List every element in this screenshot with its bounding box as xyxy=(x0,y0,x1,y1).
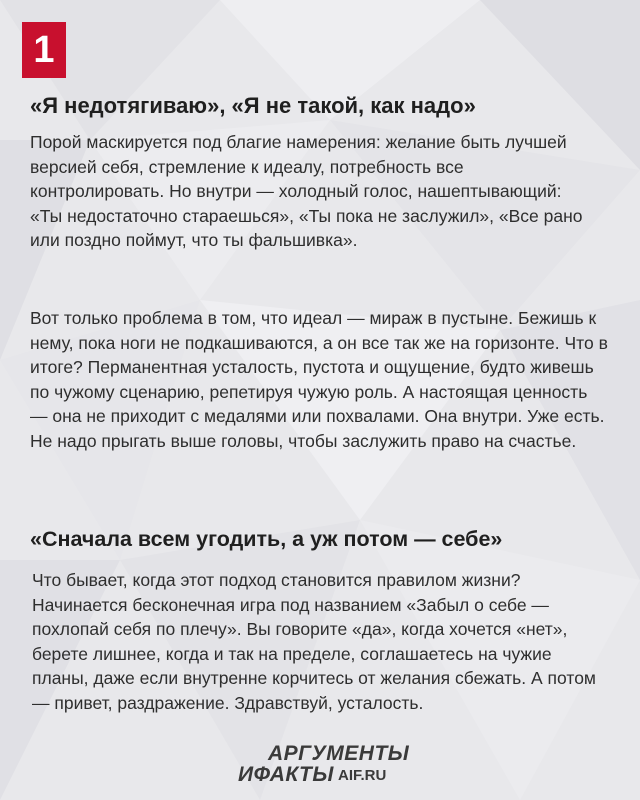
paragraph-2: Вот только проблема в том, что идеал — мираж в пустыне. Бежишь к нему, пока ноги не подкашиваются, а он все так же на горизонте. Что в итоге? Перманентная усталость, пустота и ощущение, будто живешь по чужому сценарию, репетируя чужую роль. А настоящая ценность — она не приходит с медалями или похвалами. Она внутри. Уже есть. Не надо прыгать выше головы, чтобы заслужить право на счастье. xyxy=(30,308,608,451)
aif-logo xyxy=(238,742,438,788)
logo-line-2: ИФАКТЫ xyxy=(238,763,334,786)
paragraph-1: Порой маскируется под благие намерения: желание быть лучшей версией себя, стремление к идеалу, потребность все контролировать. Но внутри — холодный голос, нашептывающий: «Ты недостаточно стараешься», «Ты пока не заслужил», «Все рано или поздно поймут, что ты фальшивка». xyxy=(30,132,583,250)
section-heading-2: «Сначала всем угодить, а уж потом — себе» xyxy=(30,527,503,551)
section-heading-1: «Я недотягиваю», «Я не такой, как надо» xyxy=(30,93,476,118)
logo-line-1: АРГУМЕНТЫ xyxy=(268,742,410,765)
section-number-badge: 1 xyxy=(22,22,66,78)
logo-site: AIF.RU xyxy=(338,767,387,784)
paragraph-3: Что бывает, когда этот подход становится правилом жизни? Начинается бесконечная игра под названием «Забыл о себе — похлопай себя по плечу». Вы говорите «да», когда хочется «нет», берете лишнее, когда и так на пределе, соглашаетесь на чужие планы, даже если внутренне корчитесь от желания сбежать. А потом — привет, раздражение. Здравствуй, усталость. xyxy=(32,570,596,713)
